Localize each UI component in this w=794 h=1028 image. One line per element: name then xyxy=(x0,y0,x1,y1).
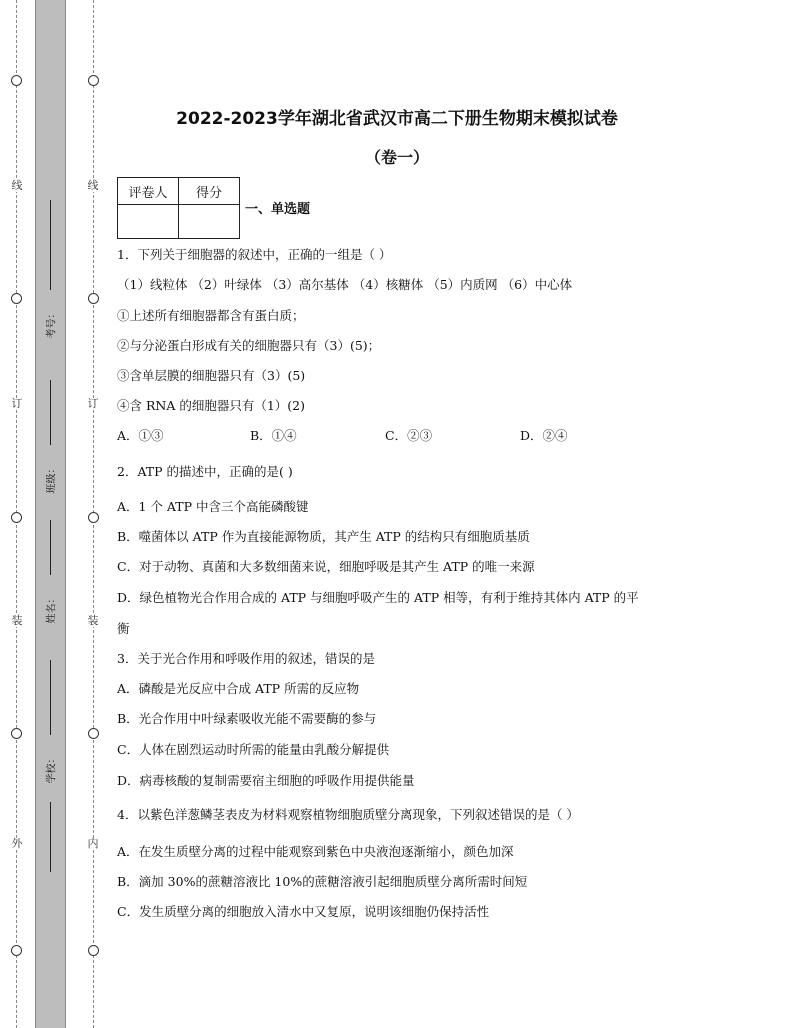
option-c[interactable]: C．人体在剧烈运动时所需的能量由乳酸分解提供 xyxy=(117,742,390,757)
page-title: 2022-2023学年湖北省武汉市高二下册生物期末模拟试卷 xyxy=(176,109,618,129)
exam-number-label: 考号： xyxy=(46,308,58,339)
binding-hole-icon xyxy=(11,945,22,956)
option-d[interactable]: D．病毒核酸的复制需要宿主细胞的呼吸作用提供能量 xyxy=(117,773,415,788)
question-stem: 3．关于光合作用和呼吸作用的叙述，错误的是 xyxy=(117,651,375,666)
school-field[interactable] xyxy=(36,660,64,872)
margin-char-ding: 订 xyxy=(11,397,23,410)
option-a[interactable]: A．①③ xyxy=(117,428,164,443)
margin-char-nei: 内 xyxy=(87,837,99,850)
binding-hole-icon xyxy=(11,75,22,86)
score-table xyxy=(117,177,240,239)
option-c[interactable]: C．②③ xyxy=(385,428,433,443)
question-stem: 1．下列关于细胞器的叙述中，正确的一组是（ ） xyxy=(117,247,392,262)
margin-char-xian: 线 xyxy=(87,179,99,192)
binding-hole-icon xyxy=(88,75,99,86)
margin-char-zhuang: 装 xyxy=(87,614,99,627)
margin-char-wai: 外 xyxy=(11,837,23,850)
binding-hole-icon xyxy=(88,293,99,304)
class-field[interactable] xyxy=(36,380,64,494)
school-label: 学校： xyxy=(46,753,58,784)
question-item: ④含 RNA 的细胞器只有（1）(2) xyxy=(117,398,305,413)
margin-char-ding: 订 xyxy=(87,397,99,410)
option-c[interactable]: C．对于动物、真菌和大多数细菌来说，细胞呼吸是其产生 ATP 的唯一来源 xyxy=(117,559,535,574)
binding-hole-icon xyxy=(11,512,22,523)
question-item: ①上述所有细胞器都含有蛋白质； xyxy=(117,308,305,323)
option-d[interactable]: D．绿色植物光合作用合成的 ATP 与细胞呼吸产生的 ATP 相等，有利于维持其体内 ATP 的平 xyxy=(117,590,639,605)
gray-binding-strip xyxy=(35,0,66,1028)
score-header: 得分 xyxy=(179,178,240,205)
margin-char-zhuang: 装 xyxy=(11,614,23,627)
name-field[interactable] xyxy=(36,520,64,624)
reviewer-cell[interactable] xyxy=(118,205,179,239)
binding-hole-icon xyxy=(11,293,22,304)
question-item: （1）线粒体 （2）叶绿体 （3）高尔基体 （4）核糖体 （5）内质网 （6）中心体 xyxy=(117,277,573,292)
binding-hole-icon xyxy=(88,512,99,523)
option-b[interactable]: B．①④ xyxy=(250,428,297,443)
name-label: 姓名： xyxy=(46,593,58,624)
page-subtitle: （卷一） xyxy=(364,148,429,167)
reviewer-header: 评卷人 xyxy=(118,178,179,205)
option-b[interactable]: B．光合作用中叶绿素吸收光能不需要酶的参与 xyxy=(117,711,377,726)
option-d-continued: 衡 xyxy=(117,621,130,636)
question-stem: 2．ATP 的描述中，正确的是( ) xyxy=(117,464,293,479)
option-a[interactable]: A．在发生质壁分离的过程中能观察到紫色中央液泡逐渐缩小，颜色加深 xyxy=(117,844,514,859)
option-b[interactable]: B．滴加 30%的蔗糖溶液比 10%的蔗糖溶液引起细胞质壁分离所需时间短 xyxy=(117,874,528,889)
option-a[interactable]: A．1 个 ATP 中含三个高能磷酸键 xyxy=(117,499,309,514)
binding-hole-icon xyxy=(88,728,99,739)
question-item: ③含单层膜的细胞器只有（3）(5) xyxy=(117,368,306,383)
class-label: 班级： xyxy=(46,463,58,494)
option-a[interactable]: A．磷酸是光反应中合成 ATP 所需的反应物 xyxy=(117,681,360,696)
question-item: ②与分泌蛋白形成有关的细胞器只有（3）(5)； xyxy=(117,338,381,353)
section-title: 一、单选题 xyxy=(245,202,311,217)
exam-number-field[interactable] xyxy=(36,200,64,339)
binding-hole-icon xyxy=(88,945,99,956)
option-b[interactable]: B．噬菌体以 ATP 作为直接能源物质，其产生 ATP 的结构只有细胞质基质 xyxy=(117,529,530,544)
option-c[interactable]: C．发生质壁分离的细胞放入清水中又复原，说明该细胞仍保持活性 xyxy=(117,904,490,919)
option-d[interactable]: D．②④ xyxy=(520,428,568,443)
margin-char-xian: 线 xyxy=(11,179,23,192)
question-stem: 4．以紫色洋葱鳞茎表皮为材料观察植物细胞质壁分离现象，下列叙述错误的是（ ） xyxy=(117,807,579,822)
score-cell[interactable] xyxy=(179,205,240,239)
binding-hole-icon xyxy=(11,728,22,739)
